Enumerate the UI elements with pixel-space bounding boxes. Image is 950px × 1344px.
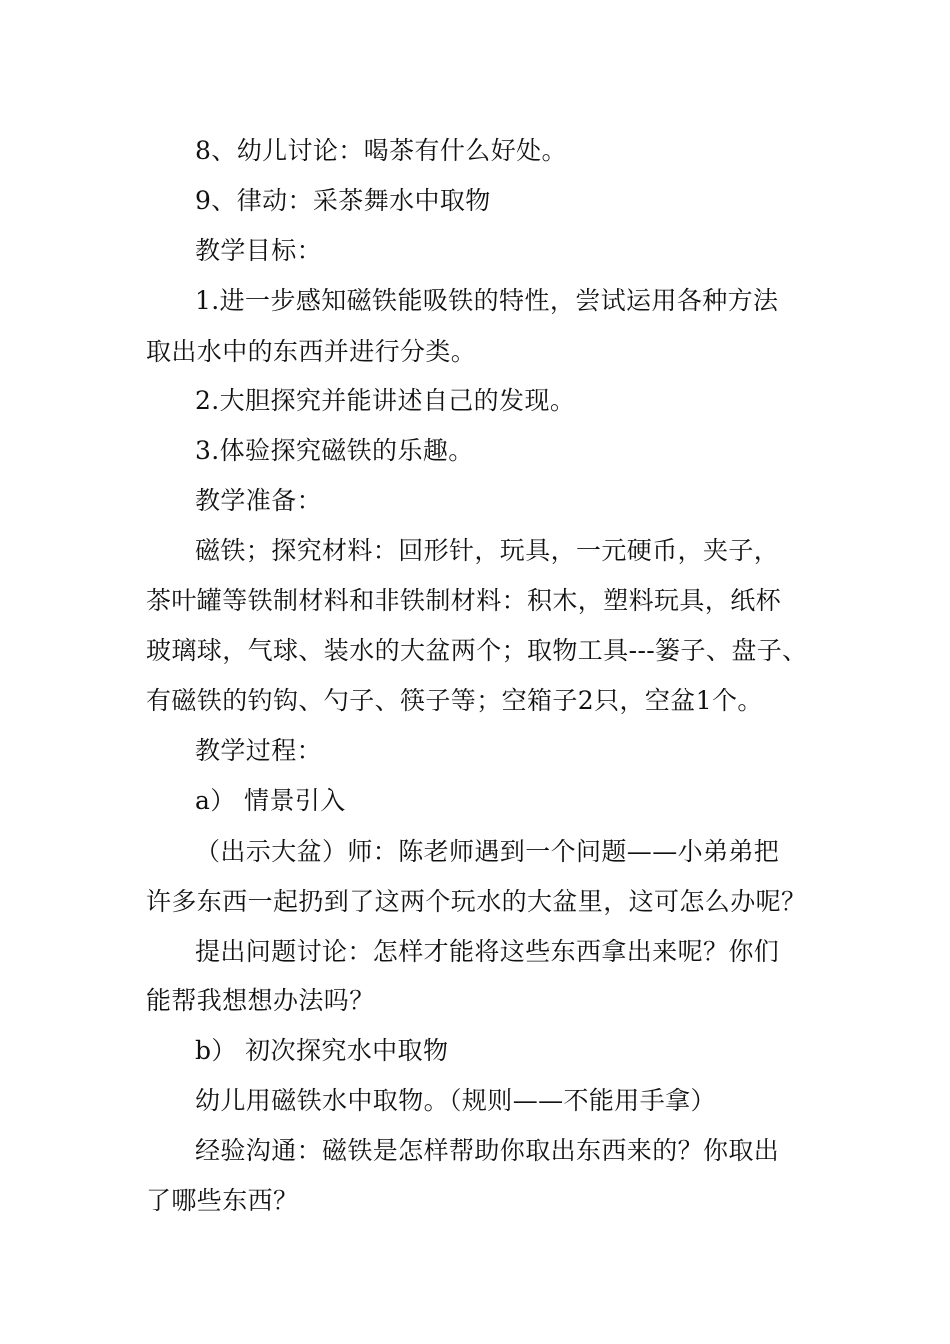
text-line-1: 8、幼儿讨论：喝茶有什么好处。 [195, 136, 567, 165]
text-line-2: 9、律动：采茶舞水中取物 [195, 186, 491, 215]
section-heading-teaching-preparation: 教学准备： [195, 486, 323, 515]
text-line-22: 了哪些东西？ [146, 1186, 299, 1215]
text-line-17: 提出问题讨论：怎样才能将这些东西拿出来呢？你们 [195, 937, 780, 966]
subsection-b: b） 初次探究水中取物 [195, 1036, 449, 1065]
text-line-10: 茶叶罐等铁制材料和非铁制材料：积木，塑料玩具，纸杯 [146, 586, 782, 615]
section-heading-teaching-goals: 教学目标： [195, 236, 323, 265]
text-line-12: 有磁铁的钓钩、勺子、筷子等；空箱子2只，空盆1个。 [146, 686, 763, 715]
text-line-15: （出示大盆）师：陈老师遇到一个问题——小弟弟把 [195, 837, 780, 866]
text-line-21: 经验沟通：磁铁是怎样帮助你取出东西来的？你取出 [195, 1136, 780, 1165]
text-line-9: 磁铁；探究材料：回形针，玩具，一元硬币，夹子， [195, 536, 780, 565]
text-line-18: 能帮我想想办法吗？ [146, 986, 375, 1015]
text-line-11: 玻璃球，气球、装水的大盆两个；取物工具---篓子、盘子、 [146, 636, 808, 665]
text-line-20: 幼儿用磁铁水中取物。（规则——不能用手拿） [195, 1086, 716, 1115]
text-line-5: 取出水中的东西并进行分类。 [146, 337, 477, 366]
subsection-a: a） 情景引入 [195, 786, 346, 815]
text-line-16: 许多东西一起扔到了这两个玩水的大盆里，这可怎么办呢？ [146, 887, 807, 916]
text-line-7: 3.体验探究磁铁的乐趣。 [195, 436, 474, 465]
section-heading-teaching-process: 教学过程： [195, 736, 323, 765]
text-line-6: 2.大胆探究并能讲述自己的发现。 [195, 386, 576, 415]
text-line-4: 1.进一步感知磁铁能吸铁的特性，尝试运用各种方法 [195, 286, 779, 315]
